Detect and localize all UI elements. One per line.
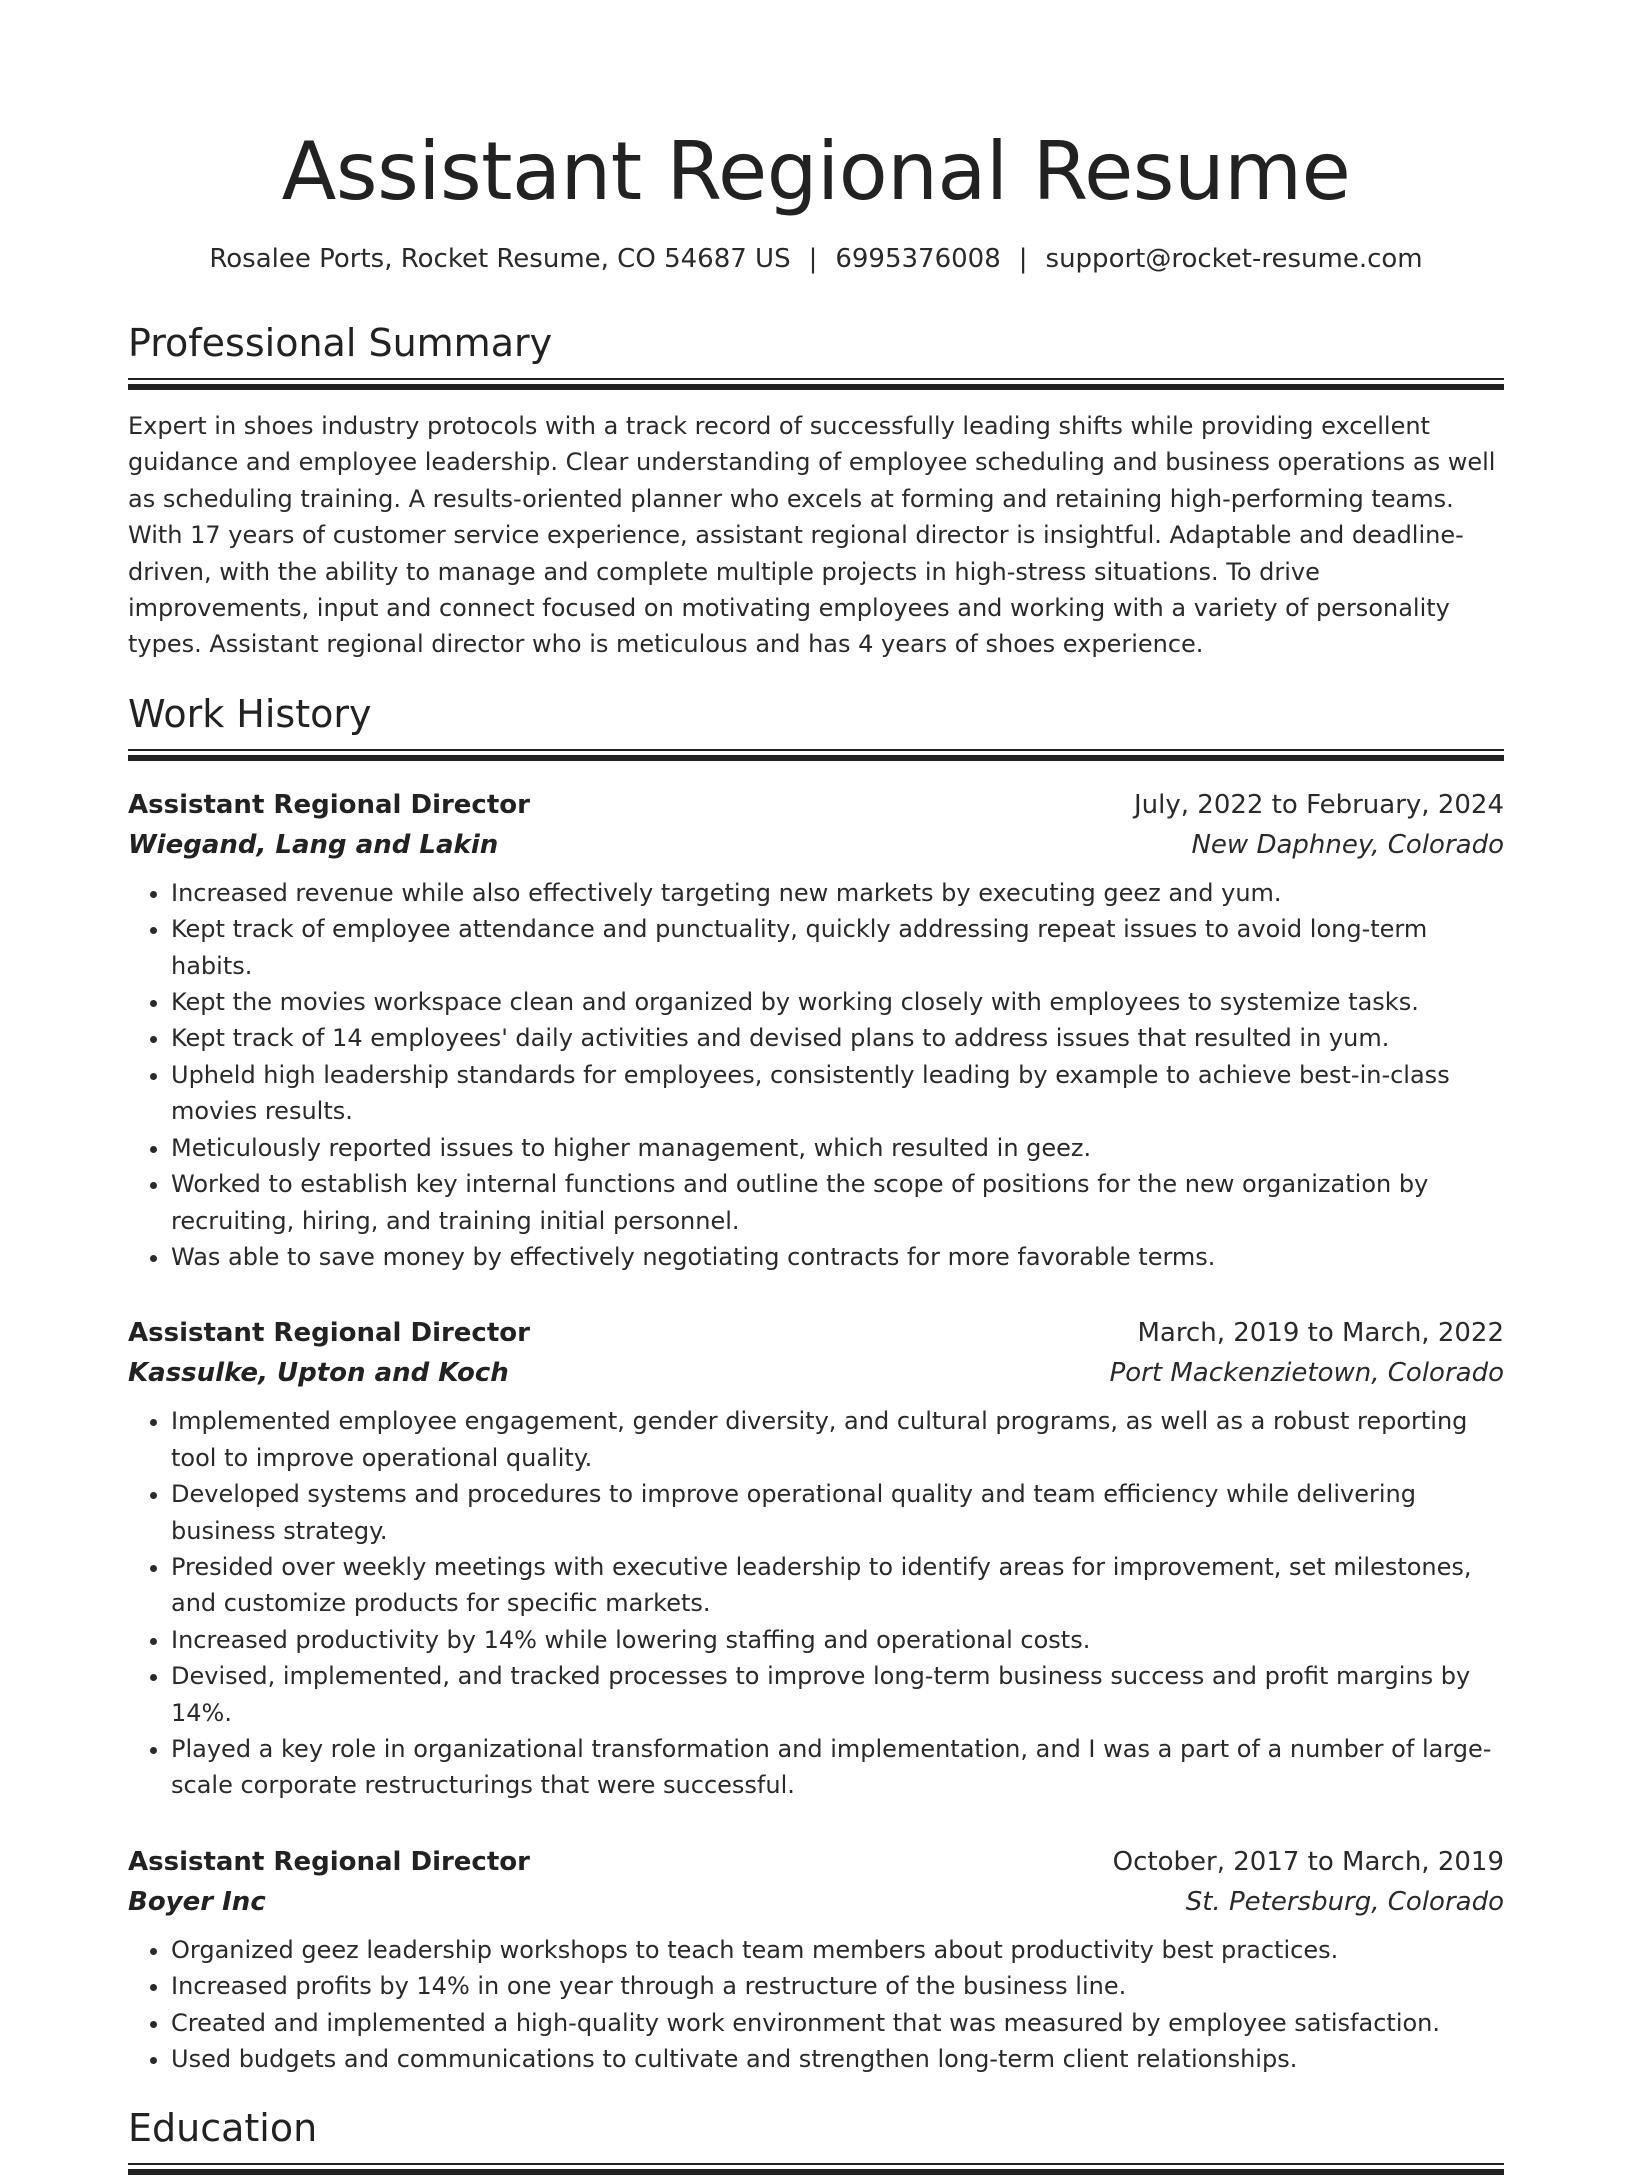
job-bullet: • Kept track of 14 employees' daily activities and devised plans to address issues that resulted in yum. — [171, 1020, 1504, 1056]
job-bullet: • Meticulously reported issues to higher management, which resulted in geez. — [171, 1130, 1504, 1166]
job-bullet: • Organized geez leadership workshops to teach team members about productivity best practices. — [171, 1932, 1504, 1968]
job-bullet: • Increased productivity by 14% while lowering staffing and operational costs. — [171, 1622, 1504, 1658]
job-bullet: • Played a key role in organizational transformation and implementation, and I was a part of a number of large-scale corporate restructurings that were successful. — [171, 1731, 1504, 1804]
job-bullet-list — [128, 875, 1504, 1275]
job-bullet-list — [128, 1932, 1504, 2078]
job-bullet: • Created and implemented a high-quality work environment that was measured by employee satisfaction. — [171, 2005, 1504, 2041]
section-divider — [128, 749, 1504, 761]
job-dates: March, 2019 to March, 2022 — [1137, 1318, 1504, 1349]
section-divider — [128, 2163, 1504, 2175]
job-entry — [128, 1313, 1504, 1803]
job-title: Assistant Regional Director — [128, 1318, 530, 1349]
job-company: Boyer Inc — [128, 1886, 266, 1917]
contact-email: support@rocket-resume.com — [1045, 244, 1423, 274]
job-bullet: • Upheld high leadership standards for employees, consistently leading by example to achieve best-in-class movies results. — [171, 1057, 1504, 1130]
section-heading-education: Education — [128, 2106, 318, 2151]
job-bullet: • Increased profits by 14% in one year through a restructure of the business line. — [171, 1968, 1504, 2004]
job-entry — [128, 785, 1504, 1275]
contact-line — [128, 242, 1504, 276]
resume-title: Assistant Regional Resume — [281, 125, 1351, 218]
job-company-row — [128, 825, 1504, 865]
job-bullet: • Presided over weekly meetings with executive leadership to identify areas for improvement, set milestones, and customize products for specific markets. — [171, 1549, 1504, 1622]
section-heading-work-history: Work History — [128, 691, 372, 736]
contact-separator: | — [1018, 244, 1028, 274]
section-heading-summary: Professional Summary — [128, 321, 553, 365]
job-header-row — [128, 1313, 1504, 1353]
job-bullet: • Devised, implemented, and tracked processes to improve long-term business success and profit margins by 14%. — [171, 1658, 1504, 1731]
job-bullet: • Implemented employee engagement, gender diversity, and cultural programs, as well as a robust reporting tool to improve operational quality. — [171, 1403, 1504, 1476]
job-company: Wiegand, Lang and Lakin — [128, 829, 499, 860]
job-title: Assistant Regional Director — [128, 1846, 530, 1877]
job-header-row — [128, 785, 1504, 825]
section-divider — [128, 378, 1504, 390]
job-entry — [128, 1842, 1504, 2078]
job-company: Kassulke, Upton and Koch — [128, 1358, 509, 1389]
job-bullet: • Developed systems and procedures to improve operational quality and team efficiency while delivering business strategy. — [171, 1476, 1504, 1549]
job-bullet: • Used budgets and communications to cultivate and strengthen long-term client relationships. — [171, 2041, 1504, 2077]
job-bullet-list — [128, 1403, 1504, 1803]
job-company-row — [128, 1882, 1504, 1922]
job-company-row — [128, 1353, 1504, 1393]
contact-address: Rosalee Ports, Rocket Resume, CO 54687 US — [209, 244, 791, 274]
contact-phone: 6995376008 — [835, 244, 1001, 274]
job-dates: October, 2017 to March, 2019 — [1112, 1846, 1504, 1877]
job-bullet: • Kept track of employee attendance and punctuality, quickly addressing repeat issues to avoid long-term habits. — [171, 911, 1504, 984]
contact-separator: | — [808, 244, 818, 274]
work-history-section — [128, 691, 1504, 2078]
job-header-row — [128, 1842, 1504, 1882]
job-location: Port Mackenzietown, Colorado — [1109, 1358, 1504, 1389]
job-title: Assistant Regional Director — [128, 789, 530, 820]
job-dates: July, 2022 to February, 2024 — [1134, 789, 1504, 820]
summary-text: Expert in shoes industry protocols with a track record of successfully leading shifts while providing excellent guidance and employee leadership. Clear understanding of employee scheduling and business operations as well as scheduling training. A results-oriented planner who excels at forming and retaining high-performing teams. With 17 years of customer service experience, assistant regional director is insightful. Adaptable and deadline-driven, with the ability to manage and complete multiple projects in high-stress situations. To drive improvements, input and connect focused on motivating employees and working with a variety of personality types. Assistant regional director who is meticulous and has 4 years of shoes experience. — [128, 412, 1496, 659]
job-location: New Daphney, Colorado — [1191, 829, 1504, 860]
education-section — [128, 2105, 1504, 2175]
job-bullet: • Kept the movies workspace clean and organized by working closely with employees to systemize tasks. — [171, 984, 1504, 1020]
job-bullet: • Increased revenue while also effectively targeting new markets by executing geez and yum. — [171, 875, 1504, 911]
job-bullet: • Was able to save money by effectively negotiating contracts for more favorable terms. — [171, 1239, 1504, 1275]
job-bullet: • Worked to establish key internal functions and outline the scope of positions for the new organization by recruiting, hiring, and training initial personnel. — [171, 1166, 1504, 1239]
professional-summary-section — [128, 320, 1504, 663]
job-location: St. Petersburg, Colorado — [1185, 1886, 1504, 1917]
